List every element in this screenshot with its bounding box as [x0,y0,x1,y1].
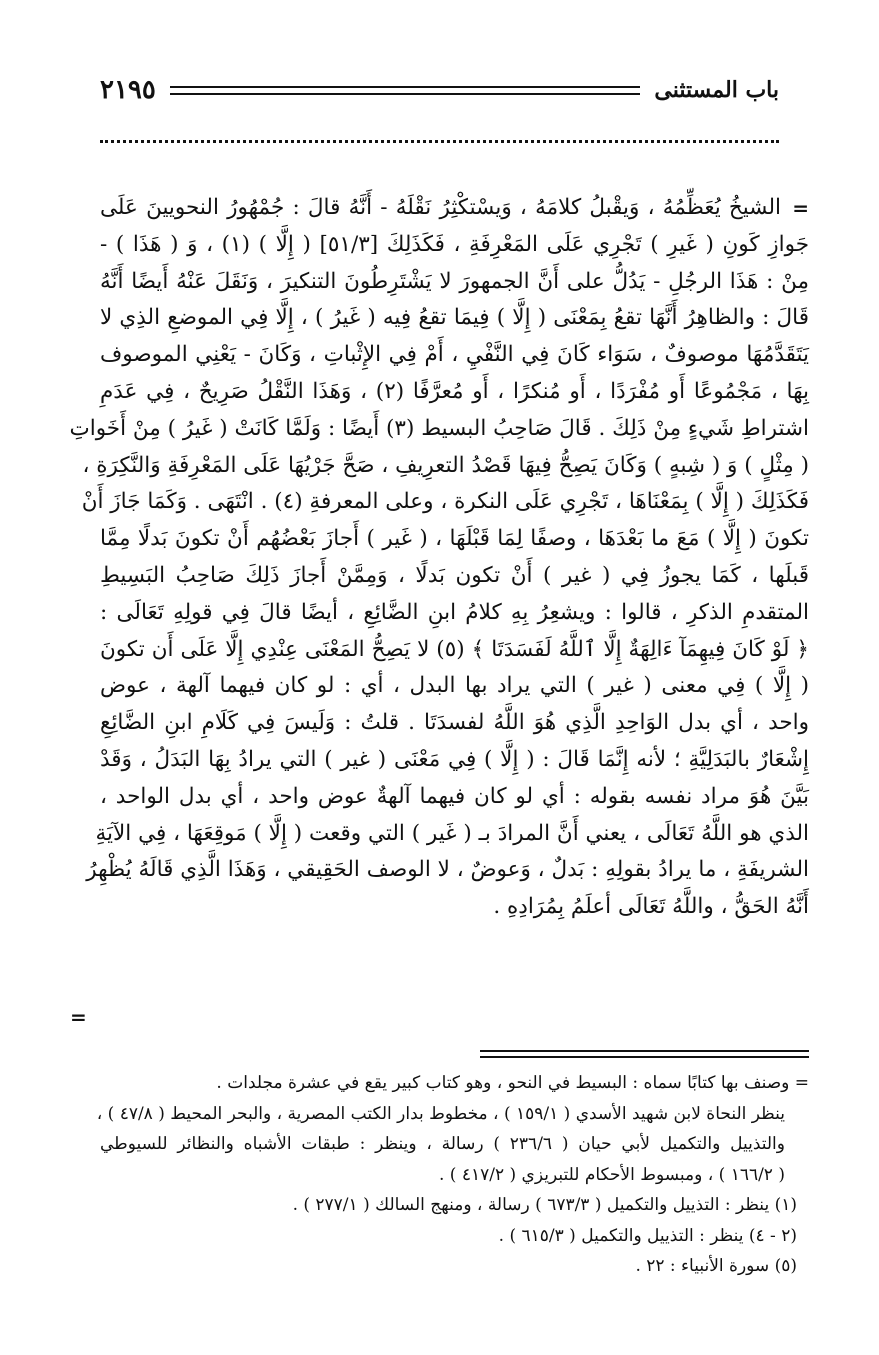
continuation-mark: = [792,196,809,220]
dotted-separator [100,140,779,143]
text-line: واحد ، أي بدل الوَاحِدِ الَّذِي هُوَ اللَّهُ لفسدَتَا . قلتُ : وَلَيسَ فِي كَلَامِ ابنِ الضَّائِعِ [100,710,809,736]
text-line: أَنَّهُ الحَقُّ ، واللَّهُ تَعَالَى أعلَمُ بِمُرَادِهِ . [493,894,809,920]
text-line: قَالَ : والظاهِرُ أَنَّهَا تقعُ بِمَعْنَى ( إِلَّا ) فِيمَا تقعُ فِيه ( غَيرُ ) ، إِلَّا فِي الموضعِ الذِي لا [100,305,809,331]
footnote-line: ( ١٦٦/٢ ) ، ومبسوط الأحكام للتبريزي ( ٤١٧/٢ ) . [439,1164,785,1185]
text-line: إِشْعَارٌ بالبَدَلِيَّةِ ؛ لأنه إِنَّمَا قَالَ : ( إِلَّا ) فِي مَعْنَى ( غير ) التي يرادُ بِهَا البَدَلُ ، وَقَدْ [100,746,809,772]
footnotes [96,1068,809,1282]
page-number: ٢١٩٥ [100,75,156,105]
text-line: بَيَّنَ هُوَ مراد نفسه بقوله : أي لو كان فيهما آلهةٌ عوض واحد ، أي بدل الواحد ، [100,783,809,809]
text-line: مِنْ : هَذَا الرجُلِ - يَدُلُّ على أَنَّ الجمهورَ لا يَشْتَرِطُونَ التنكيرَ ، وَنَقَلَ عَنْهُ أَيضًا أَنَّهُ [100,268,809,294]
text-line: = الشيخُ يُعَظِّمُهُ ، وَيقْبلُ كلامَهُ ، وَيسْتكْثِرُ نَقْلَهُ - أَنَّهُ قالَ : جُمْهُورُ النحويينَ عَلَى [100,190,809,227]
quran-verse-line: ﴿ لَوْ كَانَ فِيهِمَآ ءَالِهَةٌ إِلَّا ٱللَّهُ لَفَسَدَتَا ﴾ (٥) لا يَصِحُّ المَعْنَى عِنْدِي إِلَّا عَلَى أَن تكونَ [100,636,809,662]
text-line: جَوازِ كَونِ ( غَيرِ ) تَجْرِي عَلَى المَعْرِفَةِ ، فَكَذَلِكَ [٥١/٣] ( إِلَّا ) (١) ، وَ ( هَذَا ) - [100,231,809,257]
text-line: اشتراطِ شَيءٍ مِنْ ذَلِكَ . قَالَ صَاحِبُ البسيط (٣) أَيضًا : وَلَمَّا كَانَتْ ( غَيرُ ) مِنْ أَخَواتِ [69,415,809,441]
text-line: ( مِثْلٍ ) وَ ( شِبهٍ ) وَكَانَ يَصِحُّ فِيهَا قَصْدُ التعرِيفِ ، صَحَّ جَرْيُهَا عَلَى المَعْرِفَةِ وَالنَّكِرَةِ ، [82,452,809,478]
text-line: الذي هو اللَّهُ تَعَالَى ، يعني أَنَّ المرادَ بـ ( غَير ) التي وقعت ( إِلَّا ) مَوقِعَهَا ، فِي الآيَةِ [95,820,809,846]
footnote-rule [480,1050,809,1058]
text-line: تكونَ ( إِلَّا ) مَعَ ما بَعْدَهَا ، وصفًا لِمَا قَبْلَهَا ، ( غَير ) أَجازَ بَعْضُهُم أَنْ تكونَ بَدلًا مِمَّا [100,526,809,552]
main-text [69,190,809,926]
text-line: قَبلَها ، كَمَا يجوزُ فِي ( غير ) أَنْ تكون بَدلًا ، وَمِمَّنْ أَجازَ ذَلِكَ صَاحِبُ البَسِيطِ [100,562,809,588]
text-line: فَكَذَلِكَ ( إِلَّا ) بِمَعْنَاهَا ، تَجْرِي عَلَى النكرة ، وعلى المعرفةِ (٤) . انْتَهَى . وَكَمَا جَازَ أَنْ [81,489,809,515]
continuation-mark-left: = [70,1005,87,1029]
footnote-line: ينظر النحاة لابن شهيد الأسدي ( ١٥٩/١ ) ، مخطوط بدار الكتب المصرية ، والبحر المحيط ( ٤٧/٨ ) ، [96,1103,785,1124]
header-rule [170,86,641,95]
running-header [100,70,779,110]
chapter-title: باب المستثنى [654,77,779,103]
footnote-2-4: (٢ - ٤) ينظر : التذييل والتكميل ( ٦١٥/٣ ) . [498,1225,797,1246]
text-line: بِهَا ، مَجْمُوعًا أَو مُفْرَدًا ، أَو مُنكرًا ، أَو مُعرَّفًا (٢) ، وَهَذَا النَّقْلُ صَرِيحٌ ، فِي عَدَمِ [100,378,809,404]
footnote-5: (٥) سورة الأنبياء : ٢٢ . [635,1256,797,1276]
text-line: المتقدمِ الذكرِ ، قالوا : ويشعِرُ بِهِ كلامُ ابنِ الضَّائِعِ ، أيضًا قالَ فِي قولِهِ تَعَالَى : [100,599,809,625]
text-line: يَتَقَدَّمُهَا موصوفٌ ، سَوَاء كَانَ فِي النَّفْيِ ، أَمْ فِي الإِثْباتِ ، وَكَانَ - يَعْنِي الموصوف [100,342,809,368]
text-line: ( إِلَّا ) فِي معنى ( غير ) التي يراد بها البدل ، أي : لو كان فيهما آلهة ، عوض [100,673,809,699]
footnote-1: (١) ينظر : التذييل والتكميل ( ٦٧٣/٣ ) رسالة ، ومنهج السالك ( ٢٧٧/١ ) . [292,1195,797,1215]
footnote-line: = وصنف بها كتابًا سماه : البسيط في النحو ، وهو كتاب كبير يقع في عشرة مجلدات . [216,1073,809,1093]
text-line: الشريفَةِ ، ما يرادُ بقولِهِ : بَدلٌ ، وَعوضٌ ، لا الوصف الحَقِيقي ، وَهَذَا الَّذِي قَالَهُ يُظْهِرُ [86,857,809,883]
footnote-line: والتذييل والتكميل لأبي حيان ( ٢٣٦/٦ ) رسالة ، وينظر : طبقات الأشباه والنظائر للسيوطي [100,1134,785,1154]
